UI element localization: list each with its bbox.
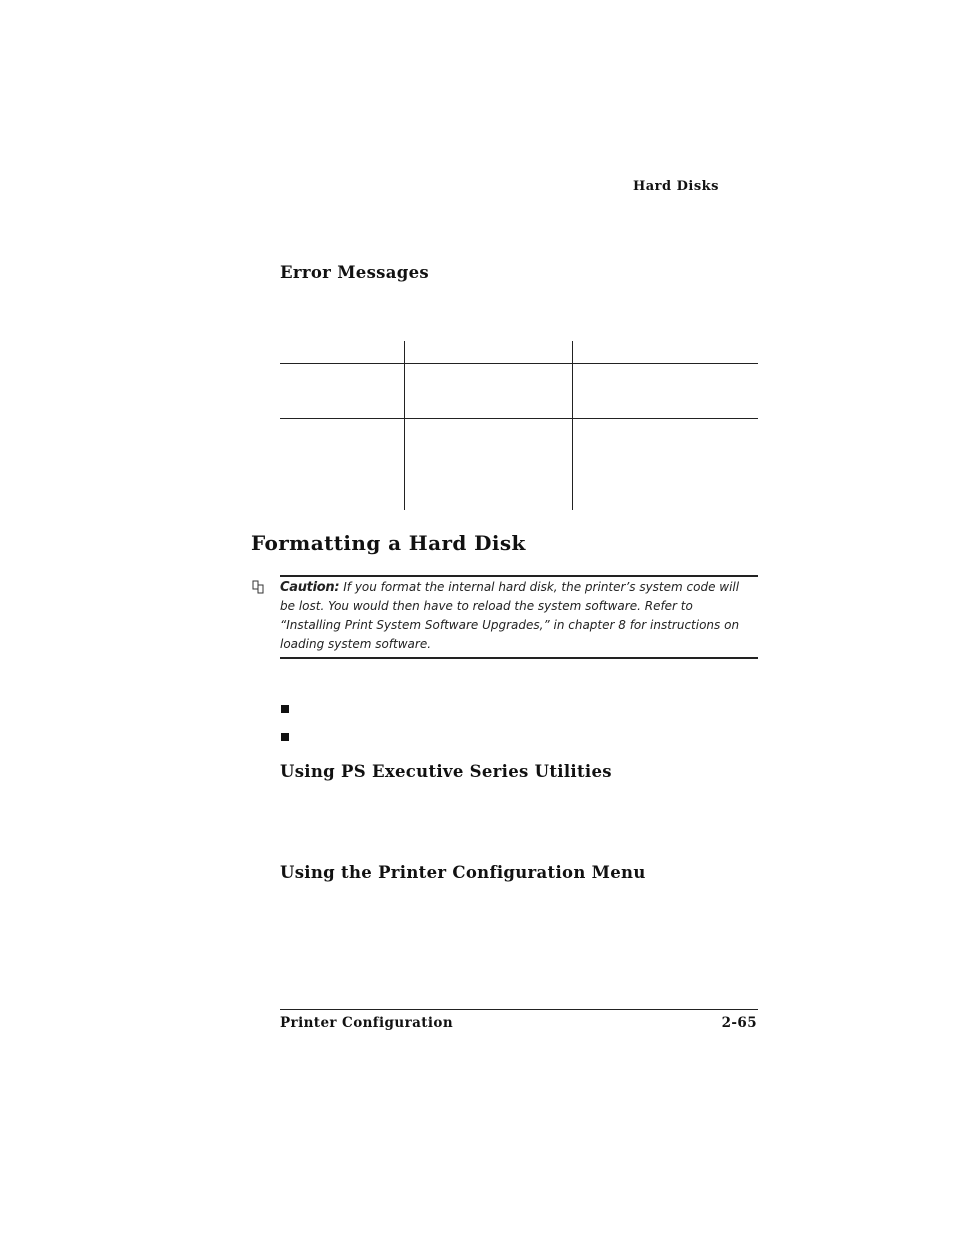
- table-column-divider: [572, 341, 573, 510]
- footer-chapter: Printer Configuration: [280, 1015, 454, 1031]
- bullet-marker: [281, 733, 289, 741]
- running-head: Hard Disks: [632, 179, 719, 194]
- footer-page-number: 2-65: [721, 1015, 757, 1031]
- caution-text-block: [280, 578, 756, 654]
- caution-hand-icon-graphic: [252, 580, 264, 594]
- caution-label: Caution:: [280, 580, 340, 595]
- ps-utilities-heading: Using PS Executive Series Utilities: [280, 762, 612, 781]
- footer-rule: [280, 1009, 758, 1010]
- table-column-divider: [404, 341, 405, 510]
- formatting-hard-disk-heading: Formatting a Hard Disk: [251, 531, 526, 555]
- error-messages-heading: Error Messages: [280, 263, 429, 282]
- caution-top-rule: [280, 575, 758, 577]
- caution-bottom-rule: [280, 657, 758, 659]
- config-menu-heading: Using the Printer Configuration Menu: [280, 863, 646, 882]
- bullet-marker: [281, 705, 289, 713]
- caution-hand-icon: [252, 580, 264, 594]
- table-header-rule: [280, 363, 758, 364]
- table-row-rule: [280, 418, 758, 419]
- caution-body: If you format the internal hard disk, the printer’s system code will be lost. You would then have to reload the system software. Refer to “Installing Print System Software Upgrades,” in chapter 8 for instructions on loading system software.: [280, 580, 740, 651]
